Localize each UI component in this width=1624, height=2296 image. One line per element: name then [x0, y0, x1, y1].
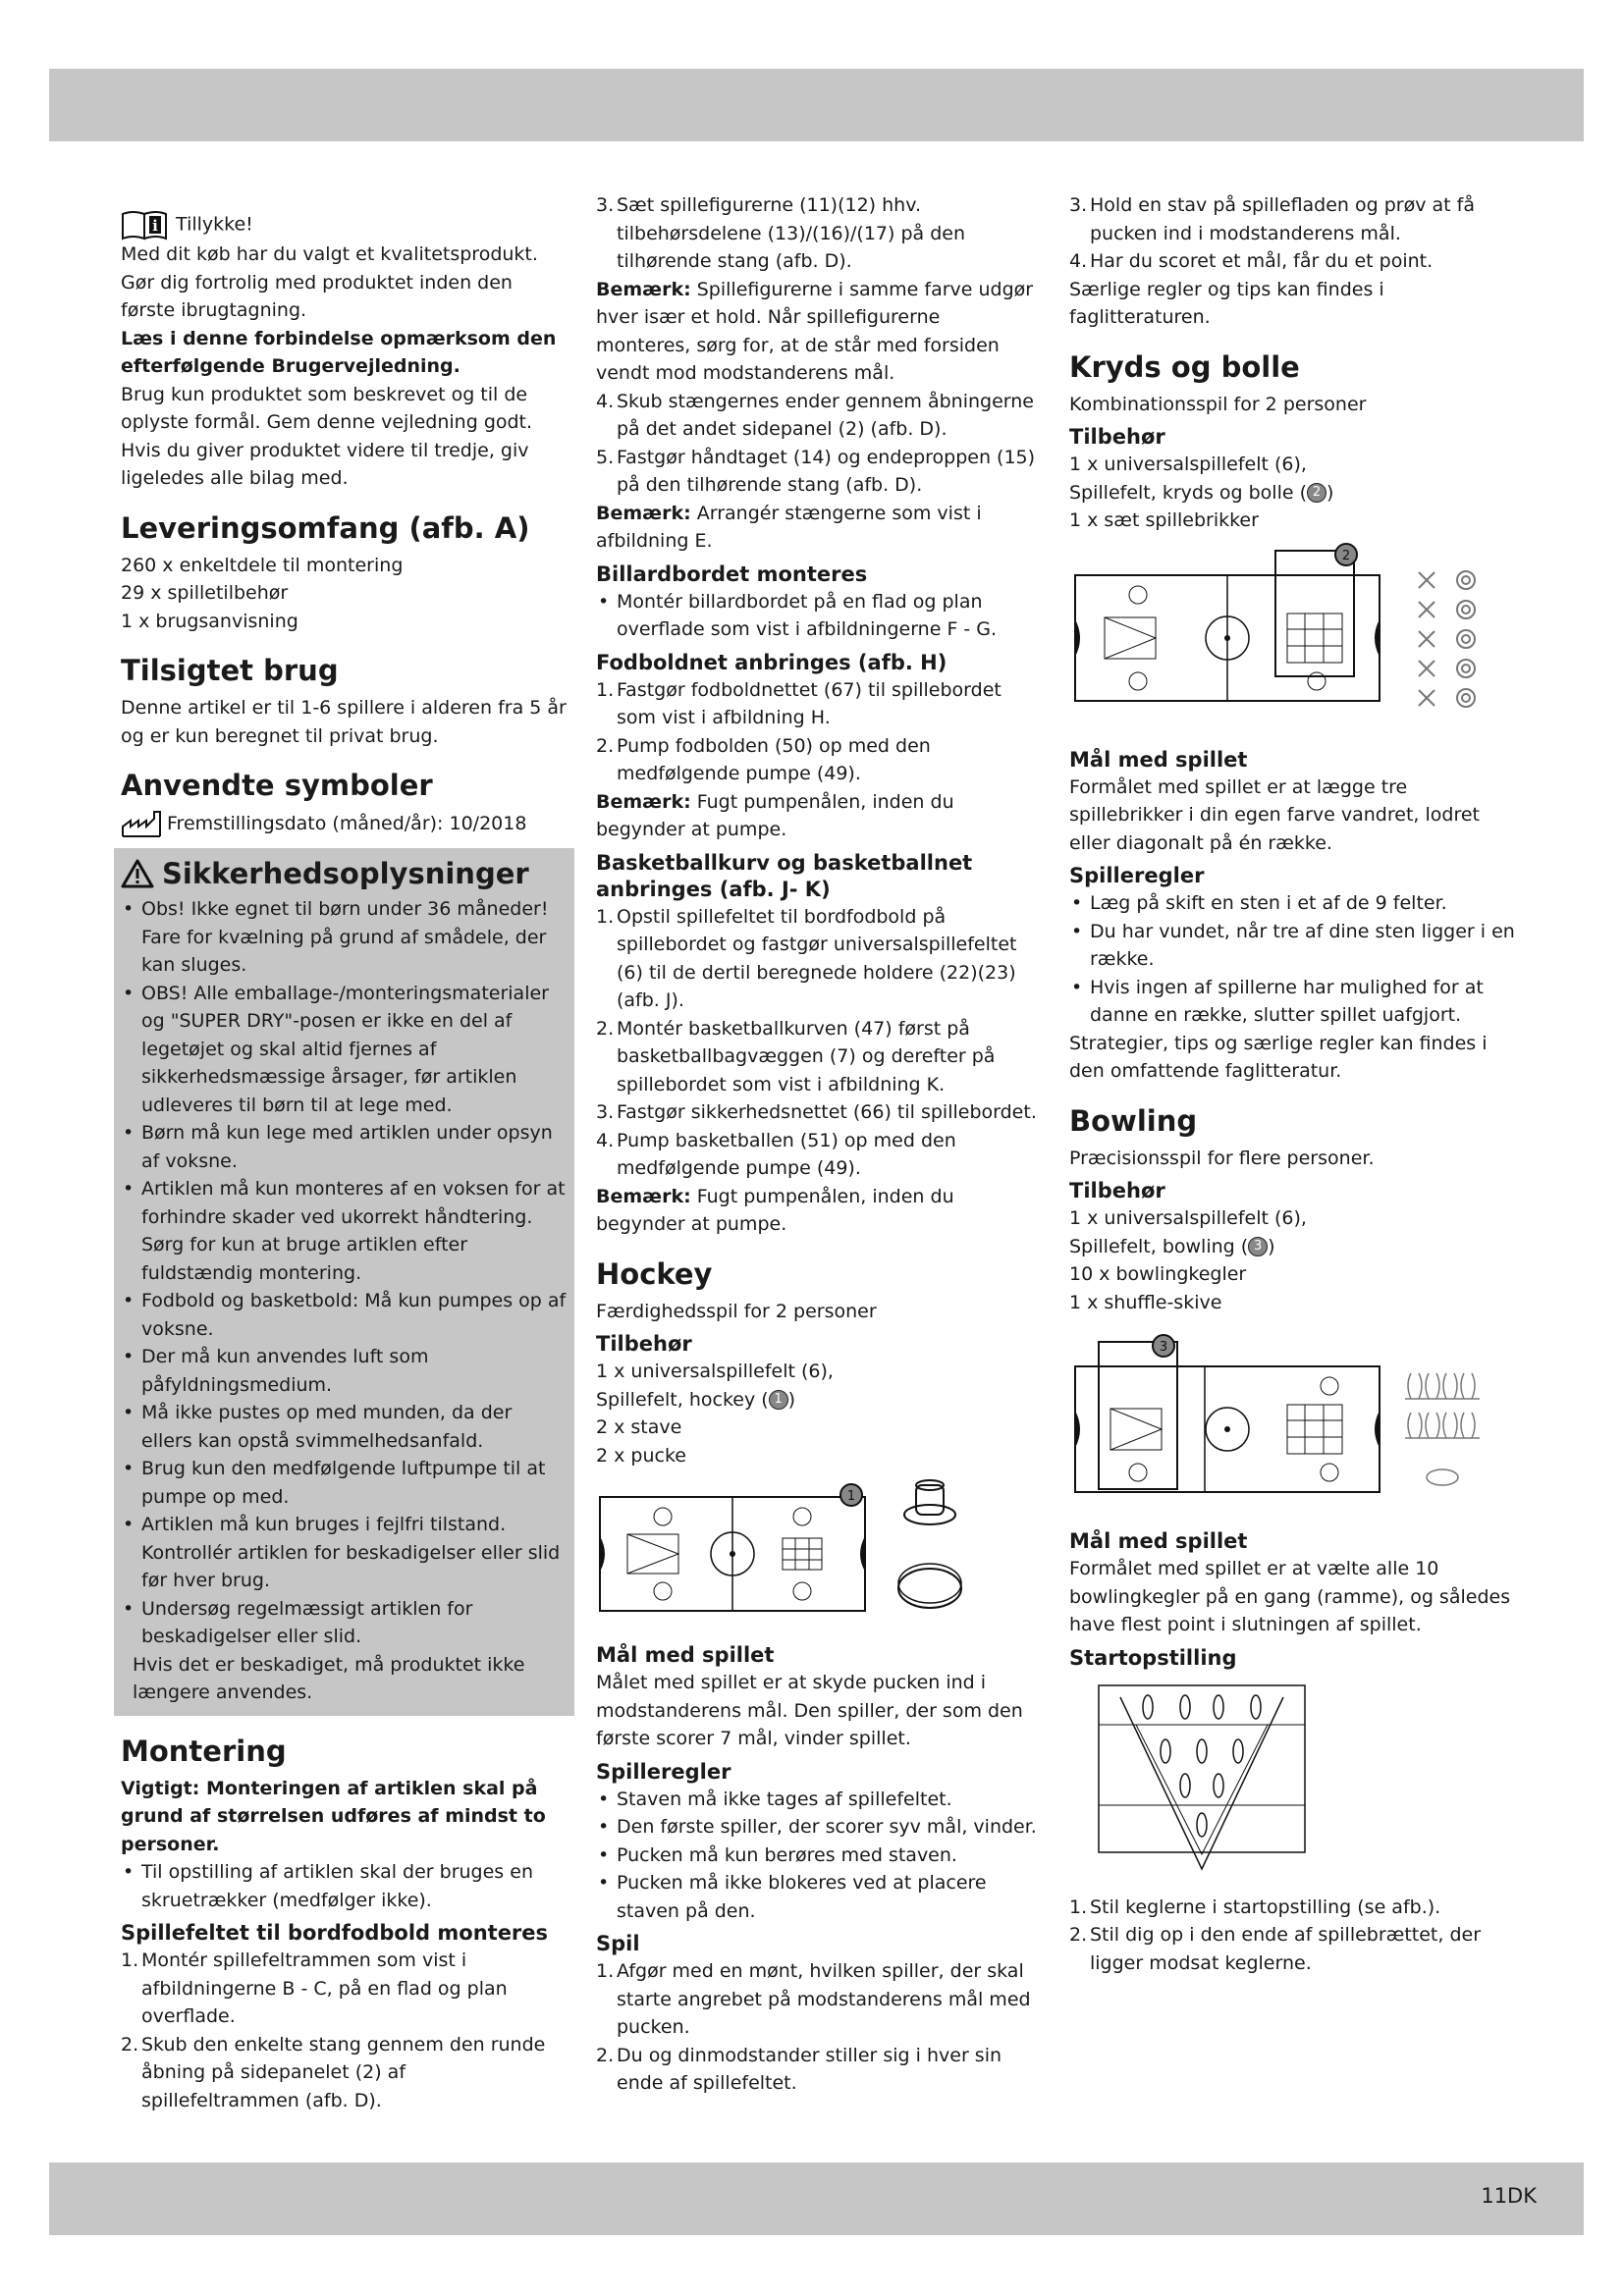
step-item: 2. Montér basketballkurven (47) først på basketballbagvæggen (7) og derefter på spillebordet som vist i afbildning K.: [596, 1017, 996, 1095]
page-number: 11DK: [1481, 2184, 1537, 2208]
delivery-item: 29 x spilletilbehør: [121, 582, 289, 604]
bowling-acc-item: Spillefelt, bowling ( 3 ): [1069, 1235, 1275, 1257]
step-item: 4. Har du scoret et mål, får du et point.: [1069, 250, 1434, 272]
bowling-subtitle: Præcisionsspil for flere personer.: [1069, 1147, 1375, 1169]
bowling-setup-figure: [1069, 1678, 1516, 1884]
bowling-steps: [1069, 1894, 1516, 1978]
info-book-icon: [121, 209, 170, 240]
delivery-heading: Leveringsomfang (afb. A): [121, 510, 530, 545]
ttt-acc-item: 1 x sæt spillebrikker: [1069, 509, 1259, 531]
delivery-item: 1 x brugsanvisning: [121, 610, 298, 632]
safety-note: Hvis det er beskadiget, må produktet ikke længere anvendes.: [133, 1653, 525, 1703]
safety-box: [114, 848, 574, 1716]
rule-item: • Hvis ingen af spillerne har mulighed for at danne en række, slutter spillet uafgjort.: [1069, 974, 1516, 1030]
hockey-acc-heading: Tilbehør: [596, 1332, 692, 1356]
ttt-acc-item: Spillefelt, kryds og bolle ( 2 ): [1069, 481, 1334, 504]
hockey-goal-heading: Mål med spillet: [596, 1643, 775, 1667]
intro-bold: Læs i denne forbindelse opmærksom den efterfølgende Brugervejledning.: [121, 327, 557, 377]
intended-text: Denne artikel er til 1-6 spillere i alderen fra 5 år og er kun beregnet til privat brug.: [121, 697, 567, 747]
step-item: 4. Skub stængernes ender gennem åbningerne på det andet sidepanel (2) (afb. D).: [596, 390, 1034, 440]
step-item: 5. Fastgør håndtaget (14) og endeproppen (15) på den tilhørende stang (afb. D).: [596, 446, 1036, 496]
hockey-rules-heading: Spilleregler: [596, 1759, 731, 1784]
symbols-line: [121, 809, 568, 838]
hockey-play-steps: [596, 1957, 1038, 2098]
step-item: 2. Skub den enkelte stang gennem den runde åbning på sidepanelet (2) af spillefeltrammen (afb. D).: [121, 2033, 546, 2111]
bowling-start-heading: Startopstilling: [1069, 1645, 1237, 1670]
figure-badge: 3: [1248, 1237, 1268, 1256]
safety-item: • Obs! Ikke egnet til børn under 36 måneder! Fare for kvælning på grund af smådele, der kan sluges.: [121, 895, 568, 980]
step-item: 1. Montér spillefeltrammen som vist i afbildningerne B - C, på en flad og plan overflade.: [121, 1949, 508, 2027]
rule-item: • Læg på skift en sten i et af de 9 felter.: [1069, 889, 1516, 918]
svg-text:1: 1: [846, 1489, 856, 1504]
step-item: 2. Pump fodbolden (50) op med den medfølgende pumpe (49).: [596, 734, 931, 784]
ttt-acc-item: 1 x universalspillefelt (6),: [1069, 454, 1307, 475]
intro-title-line: [121, 209, 568, 240]
column-right: [1069, 191, 1516, 1977]
foosball-assembly-heading: Spillefeltet til bordfodbold monteres: [121, 1921, 549, 1945]
football-heading: Fodboldnet anbringes (afb. H): [596, 650, 947, 674]
ttt-subtitle: Kombinationsspil for 2 personer: [1069, 393, 1367, 415]
bowling-acc-item: 10 x bowlingkegler: [1069, 1263, 1247, 1285]
assembly-item: • Til opstilling af artiklen skal der bruges en skruetrækker (medfølger ikke).: [121, 1858, 568, 1914]
football-note: Bemærk: Fugt pumpenålen, inden du begynder at pumpe.: [596, 790, 954, 840]
hockey-goal-text: Målet med spillet er at skyde pucken ind i modstanderens mål. Den spiller, der som den første scorer 7 mål, vinder spillet.: [596, 1672, 1023, 1749]
hockey-figure: [596, 1475, 1038, 1632]
safety-heading: Sikkerhedsoplysninger: [162, 857, 529, 890]
step-item: 1. Opstil spillefeltet til bordfodbold på spillebordet og fastgør universalspillefeltet (6) til de dertil beregnede holdere (22)(23) (afb. J).: [596, 905, 1017, 1011]
note-2: Bemærk: Arrangér stængerne som vist i afbildning E.: [596, 502, 982, 552]
ttt-rules: [1069, 889, 1516, 1030]
intro-para: Med dit køb har du valgt et kvalitetsprodukt. Gør dig fortrolig med produktet inden den første ibrugtagning.: [121, 243, 538, 321]
hockey-rules: [596, 1786, 1038, 1926]
bowling-acc-heading: Tilbehør: [1069, 1179, 1165, 1202]
intro-para-2: Brug kun produktet som beskrevet og til de oplyste formål. Gem denne vejledning godt. Hvis du giver produktet videre til tredje, giv ligeledes alle bilag med.: [121, 383, 533, 489]
safety-item: • Der må kun anvendes luft som påfyldningsmedium.: [121, 1343, 568, 1399]
header-bar: [49, 69, 1584, 141]
column-left: [121, 191, 568, 2114]
safety-item: • Brug kun den medfølgende luftpumpe til at pumpe op med.: [121, 1455, 568, 1511]
hockey-heading: Hockey: [596, 1256, 713, 1291]
assembly-heading: Montering: [121, 1734, 287, 1768]
svg-text:i: i: [152, 217, 158, 235]
billiard-item: • Montér billardbordet på en flad og plan overflade som vist i afbildningerne F - G.: [596, 588, 1038, 644]
step-item: 3. Sæt spillefigurerne (11)(12) hhv. tilbehørsdelene (13)/(16)/(17) på den tilhørende stang (afb. D).: [596, 194, 966, 272]
footer-bar: [49, 2163, 1584, 2235]
foosball-steps-cont-2: [596, 388, 1038, 500]
billiard-heading: Billardbordet monteres: [596, 561, 868, 586]
bowling-goal-heading: Mål med spillet: [1069, 1529, 1248, 1553]
assembly-important: Vigtigt: Monteringen af artiklen skal på grund af størrelsen udføres af mindst to personer.: [121, 1777, 546, 1855]
step-item: 1. Afgør med en mønt, hvilken spiller, der skal starte angrebet på modstanderens mål med pucken.: [596, 1960, 1031, 2038]
safety-item: • Artiklen må kun monteres af en voksen for at forhindre skader ved ukorrekt håndtering. Sørg for kun at bruge artiklen efter fuldstændig montering.: [121, 1175, 568, 1287]
step-item: 1. Stil keglerne i startopstilling (se afb.).: [1069, 1896, 1441, 1918]
safety-item: • Artiklen må kun bruges i fejlfri tilstand. Kontrollér artiklen for beskadigelser eller slid før hver brug.: [121, 1511, 568, 1595]
hockey-play-cont: [1069, 191, 1516, 276]
safety-heading-row: [121, 856, 568, 891]
ttt-goal-text: Formålet med spillet er at lægge tre spillebrikker i din egen farve vandret, lodret eller diagonalt på én række.: [1069, 775, 1480, 854]
basket-heading: Basketballkurv og basketballnet anbringes (afb. J- K): [596, 850, 973, 901]
rule-item: • Du har vundet, når tre af dine sten ligger i en række.: [1069, 918, 1516, 974]
delivery-item: 260 x enkeltdele til montering: [121, 554, 404, 576]
ttt-acc-heading: Tilbehør: [1069, 425, 1165, 449]
step-item: 2. Du og dinmodstander stiller sig i hver sin ende af spillefeltet.: [596, 2044, 1002, 2094]
billiard-list: [596, 588, 1038, 644]
bowling-acc-item: 1 x universalspillefelt (6),: [1069, 1207, 1307, 1229]
note-1: Bemærk: Spillefigurerne i samme farve udgør hver især et hold. Når spillefigurerne monteres, sørg for, at de står med forsiden vendt mod modstanderens mål.: [596, 278, 1034, 384]
rule-item: • Pucken må kun berøres med staven.: [596, 1842, 1038, 1870]
hockey-play-heading: Spil: [596, 1932, 640, 1955]
rule-item: • Staven må ikke tages af spillefeltet.: [596, 1786, 1038, 1814]
special-rules: Særlige regler og tips kan findes i faglitteraturen.: [1069, 278, 1384, 328]
svg-text:2: 2: [1341, 548, 1351, 563]
step-item: 3. Hold en stav på spillefladen og prøv at få pucken ind i modstanderens mål.: [1069, 194, 1475, 244]
bowling-goal-text: Formålet med spillet er at vælte alle 10 bowlingkegler på en gang (ramme), og således have flest point i slutningen af spillet.: [1069, 1558, 1511, 1635]
football-steps: [596, 676, 1038, 788]
safety-item: • Fodbold og basketbold: Må kun pumpes op af voksne.: [121, 1287, 568, 1343]
step-item: 1. Fastgør fodboldnettet (67) til spillebordet som vist i afbildning H.: [596, 678, 1001, 728]
symbols-text: Fremstillingsdato (måned/år): 10/2018: [167, 812, 527, 834]
intended-heading: Tilsigtet brug: [121, 654, 339, 687]
bowling-figure: [1069, 1322, 1516, 1519]
step-item: 2. Stil dig op i den ende af spillebrættet, der ligger modsat keglerne.: [1069, 1924, 1482, 1974]
hockey-subtitle: Færdighedsspil for 2 personer: [596, 1300, 877, 1322]
svg-text:3: 3: [1159, 1340, 1168, 1355]
bowling-acc-item: 1 x shuffle-skive: [1069, 1291, 1222, 1313]
safety-item: • Børn må kun lege med artiklen under opsyn af voksne.: [121, 1119, 568, 1175]
column-middle: [596, 191, 1038, 2098]
ttt-strategy: Strategier, tips og særlige regler kan findes i den omfattende faglitteratur.: [1069, 1032, 1488, 1082]
basket-steps: [596, 903, 1038, 1183]
foosball-steps-cont: [596, 191, 1038, 276]
safety-list: [121, 895, 568, 1651]
ttt-goal-heading: Mål med spillet: [1069, 747, 1248, 772]
foosball-steps: [121, 1947, 568, 2114]
ttt-heading: Kryds og bolle: [1069, 349, 1300, 384]
intro-title: Tillykke!: [176, 213, 253, 236]
rule-item: • Pucken må ikke blokeres ved at placere staven på den.: [596, 1869, 1038, 1925]
figure-badge: 1: [769, 1390, 788, 1410]
assembly-list: [121, 1858, 568, 1914]
hockey-acc-item: 1 x universalspillefelt (6),: [596, 1361, 834, 1382]
symbols-heading: Anvendte symboler: [121, 769, 433, 802]
warning-icon: [121, 859, 154, 888]
hockey-acc-item: 2 x stave: [596, 1416, 682, 1438]
safety-item: • OBS! Alle emballage-/monteringsmaterialer og "SUPER DRY"-posen er ikke en del af legetøjet og skal altid fjernes af sikkerhedsmæssige årsager, før artiklen udleveres til børn til at lege med.: [121, 980, 568, 1120]
rule-item: • Den første spiller, der scorer syv mål, vinder.: [596, 1813, 1038, 1842]
safety-item: • Undersøg regelmæssigt artiklen for beskadigelser eller slid.: [121, 1595, 568, 1651]
bowling-heading: Bowling: [1069, 1103, 1198, 1138]
step-item: 3. Fastgør sikkerhedsnettet (66) til spillebordet.: [596, 1101, 1037, 1123]
safety-item: • Må ikke pustes op med munden, da der ellers kan opstå svimmelhedsanfald.: [121, 1399, 568, 1455]
hockey-acc-item: 2 x pucke: [596, 1444, 686, 1467]
hockey-acc-item: Spillefelt, hockey ( 1 ): [596, 1388, 796, 1411]
step-item: 4. Pump basketballen (51) op med den medfølgende pumpe (49).: [596, 1129, 956, 1179]
figure-badge: 2: [1307, 483, 1326, 503]
basket-note: Bemærk: Fugt pumpenålen, inden du begynder at pumpe.: [596, 1185, 954, 1235]
factory-date-icon: [121, 809, 164, 838]
tictactoe-figure: [1069, 541, 1516, 737]
ttt-rules-heading: Spilleregler: [1069, 864, 1205, 887]
